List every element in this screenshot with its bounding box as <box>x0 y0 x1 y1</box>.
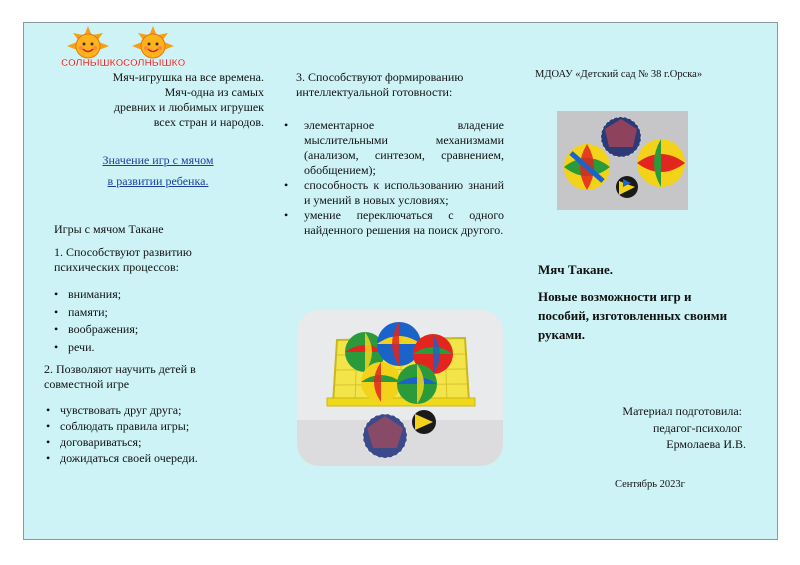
list-item: • способность к использованию знаний и умений в новых условиях; <box>284 178 504 208</box>
prepared-name: Ермолаева И.В. <box>666 437 746 451</box>
prepared-by <box>560 403 746 453</box>
prepared-label: Материал подготовила: <box>622 404 742 418</box>
sun-icon <box>57 24 187 68</box>
balls-photo <box>557 111 688 210</box>
point-2: 2. Позволяют научить детей в совместной игре <box>44 362 196 391</box>
list-item: • чувствовать друг друга; <box>46 402 256 418</box>
link-line[interactable]: Значение игр с мячом <box>102 153 214 167</box>
list-item: • воображения; <box>54 321 254 339</box>
point-3: 3. Способствуют формированию интеллектуальной готовности: <box>296 70 464 99</box>
list-item: • внимания; <box>54 286 254 304</box>
list-item: • памяти; <box>54 304 254 322</box>
list-item: • соблюдать правила игры; <box>46 418 256 434</box>
intro-line: Мяч-одна из самых <box>164 85 264 99</box>
intro-line: древних и любимых игрушек <box>113 100 264 114</box>
section-title: Игры с мячом Такане <box>54 222 164 236</box>
link-line[interactable]: в развитии ребенка. <box>107 174 209 188</box>
intro-line: всех стран и народов. <box>153 115 264 129</box>
sun-logo <box>57 24 187 68</box>
logo-text-left: СОЛНЫШКО <box>61 58 124 68</box>
date: Сентябрь 2023г <box>614 479 685 490</box>
intro-text <box>78 70 264 130</box>
brochure-title: Мяч Такане. <box>538 262 614 277</box>
prepared-role: педагог-психолог <box>652 420 742 435</box>
games-meaning-link[interactable] <box>60 153 256 189</box>
brochure-subtitle: Новые возможности игр и пособий, изготовленных своими руками. <box>538 289 728 342</box>
point-1-list <box>54 286 254 356</box>
point-2-list <box>46 402 256 466</box>
list-item: • речи. <box>54 339 254 357</box>
list-item: • договариваться; <box>46 434 256 450</box>
logo-text-right: СОЛНЫШКО <box>123 58 186 68</box>
list-item: • дожидаться своей очереди. <box>46 450 256 466</box>
basket-photo <box>297 310 503 466</box>
list-item: • умение переключаться с одного найденного решения на поиск другого. <box>284 208 504 238</box>
list-item: • элементарное владение мыслительными механизмами (анализом, синтезом, сравнением, обобщением); <box>284 118 504 178</box>
organization-name: МДОАУ «Детский сад № 38 г.Орска» <box>535 69 703 80</box>
point-3-list <box>284 118 504 238</box>
point-1: 1. Способствуют развитию психических процессов: <box>54 245 192 274</box>
intro-line: Мяч-игрушка на все времена. <box>112 70 264 84</box>
